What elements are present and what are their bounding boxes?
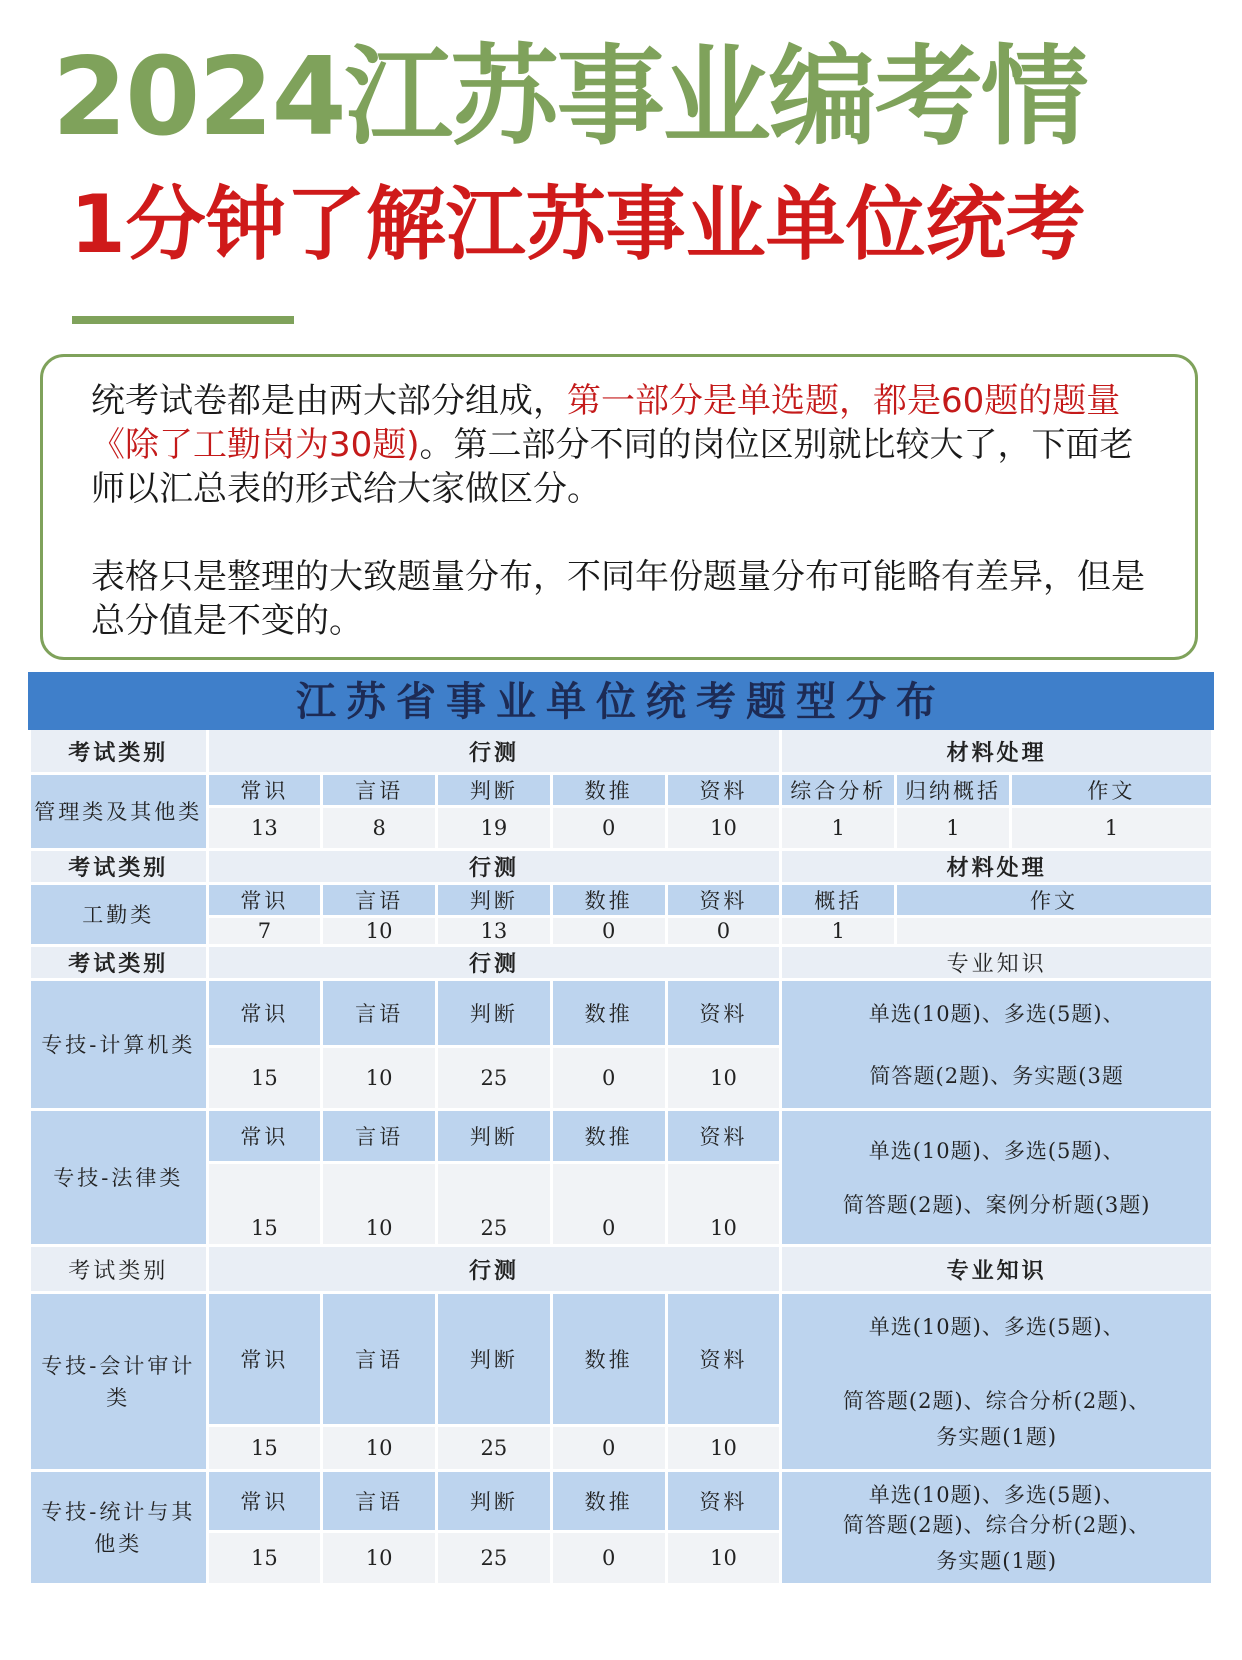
value-cell: 10: [323, 918, 435, 944]
xingce-header: 行测: [209, 947, 780, 978]
value-cell: 15: [209, 1048, 321, 1108]
subject-label: 资料: [668, 1294, 780, 1424]
prof-line: 单选(10题)、多选(5题)、: [868, 1482, 1125, 1507]
xingce-header: 行测: [209, 730, 780, 772]
prof-line: 简答题(2题)、综合分析(2题)、: [842, 1388, 1151, 1413]
table-grid: [28, 727, 1214, 1586]
intro-paragraph-1: [91, 379, 1155, 511]
exam-distribution-table: [28, 672, 1214, 1614]
value-cell: 7: [209, 918, 321, 944]
value-cell: 25: [438, 1533, 550, 1583]
subject-label: 资料: [668, 885, 780, 915]
material-label: 作文: [897, 885, 1211, 915]
value-cell: [897, 918, 1211, 944]
value-cell: 15: [209, 1533, 321, 1583]
subject-label: 判断: [438, 1294, 550, 1424]
prof-line: 简答题(2题)、务实题(3题: [869, 1063, 1124, 1088]
intro-box: [40, 354, 1198, 660]
professional-header: 专业知识: [782, 1247, 1211, 1291]
value-cell: 10: [668, 1427, 780, 1469]
value-cell: 8: [323, 808, 435, 848]
category-name: 专技-会计审计类: [31, 1294, 206, 1469]
subject-label: 数推: [553, 1111, 665, 1161]
professional-content: [782, 1111, 1211, 1244]
value-cell: 0: [553, 1533, 665, 1583]
page-subtitle: 1分钟了解江苏事业单位统考: [70, 178, 1086, 271]
subject-label: 言语: [323, 1472, 435, 1530]
value-cell: 15: [209, 1164, 321, 1244]
subject-label: 判断: [438, 981, 550, 1045]
material-header: 材料处理: [782, 730, 1211, 772]
category-name: 专技-法律类: [31, 1111, 206, 1244]
value-cell: 13: [438, 918, 550, 944]
value-cell: 10: [668, 1164, 780, 1244]
value-cell: 10: [323, 1427, 435, 1469]
professional-header: 专业知识: [782, 947, 1211, 978]
prof-line: 务实题(1题): [936, 1424, 1058, 1449]
prof-line: 简答题(2题)、案例分析题(3题): [842, 1192, 1151, 1217]
intro-paragraph-2: 表格只是整理的大致题量分布，不同年份题量分布可能略有差异，但是总分值是不变的。: [91, 557, 1145, 641]
material-label: 概括: [782, 885, 894, 915]
value-cell: 1: [782, 808, 894, 848]
category-name: 管理类及其他类: [31, 775, 206, 848]
material-label: 归纳概括: [897, 775, 1009, 805]
subject-label: 资料: [668, 1111, 780, 1161]
value-cell: 1: [1012, 808, 1211, 848]
value-cell: 0: [553, 808, 665, 848]
category-header: 考试类别: [31, 947, 206, 978]
subject-label: 常识: [209, 775, 321, 805]
subject-label: 判断: [438, 775, 550, 805]
subject-label: 言语: [323, 885, 435, 915]
intro-text: 统考试卷都是由两大部分组成，: [91, 381, 567, 421]
subject-label: 常识: [209, 885, 321, 915]
subject-label: 数推: [553, 885, 665, 915]
subject-label: 言语: [323, 775, 435, 805]
value-cell: 0: [553, 918, 665, 944]
value-cell: 19: [438, 808, 550, 848]
subject-label: 言语: [323, 1294, 435, 1424]
value-cell: 1: [782, 918, 894, 944]
value-cell: 0: [668, 918, 780, 944]
subject-label: 常识: [209, 1294, 321, 1424]
material-label: 作文: [1012, 775, 1211, 805]
material-header: 材料处理: [782, 851, 1211, 882]
subject-label: 数推: [553, 1472, 665, 1530]
value-cell: 25: [438, 1164, 550, 1244]
xingce-header: 行测: [209, 851, 780, 882]
table-title: 江苏省事业单位统考题型分布: [28, 672, 1214, 730]
value-cell: 0: [553, 1427, 665, 1469]
subject-label: 判断: [438, 1472, 550, 1530]
prof-line: 简答题(2题)、综合分析(2题)、: [842, 1512, 1151, 1537]
category-header: 考试类别: [31, 851, 206, 882]
value-cell: 10: [323, 1048, 435, 1108]
value-cell: 0: [553, 1164, 665, 1244]
value-cell: 25: [438, 1427, 550, 1469]
category-header: 考试类别: [31, 1247, 206, 1291]
category-name: 工勤类: [31, 885, 206, 944]
prof-line: 单选(10题)、多选(5题)、: [868, 1001, 1125, 1026]
value-cell: 13: [209, 808, 321, 848]
accent-divider: [72, 316, 294, 324]
prof-line: 单选(10题)、多选(5题)、: [868, 1138, 1125, 1163]
intro-highlight: 第一部分是单选题，都是60题的题量《除了工勤岗为30题): [91, 381, 1121, 465]
subject-label: 常识: [209, 1472, 321, 1530]
professional-content: [782, 981, 1211, 1108]
category-name: 专技-计算机类: [31, 981, 206, 1108]
value-cell: 10: [668, 1048, 780, 1108]
subject-label: 言语: [323, 1111, 435, 1161]
category-header: 考试类别: [31, 730, 206, 772]
category-name: 专技-统计与其他类: [31, 1472, 206, 1583]
professional-content: [782, 1294, 1211, 1469]
professional-content: [782, 1472, 1211, 1583]
value-cell: 15: [209, 1427, 321, 1469]
value-cell: 25: [438, 1048, 550, 1108]
value-cell: 10: [323, 1533, 435, 1583]
value-cell: 10: [668, 808, 780, 848]
subject-label: 数推: [553, 1294, 665, 1424]
value-cell: 10: [668, 1533, 780, 1583]
subject-label: 常识: [209, 981, 321, 1045]
prof-line: 务实题(1题): [936, 1548, 1058, 1573]
value-cell: 1: [897, 808, 1009, 848]
subject-label: 常识: [209, 1111, 321, 1161]
subject-label: 言语: [323, 981, 435, 1045]
subject-label: 数推: [553, 775, 665, 805]
material-label: 综合分析: [782, 775, 894, 805]
value-cell: 10: [323, 1164, 435, 1244]
subject-label: 资料: [668, 981, 780, 1045]
subject-label: 判断: [438, 1111, 550, 1161]
page-title: 2024江苏事业编考情: [52, 35, 1087, 160]
xingce-header: 行测: [209, 1247, 780, 1291]
prof-line: 单选(10题)、多选(5题)、: [868, 1314, 1125, 1339]
subject-label: 资料: [668, 775, 780, 805]
intro-text: 。第二部分不同的岗位区别就比较大了，下面老师以汇总表的形式给大家做区分。: [91, 425, 1134, 509]
subject-label: 资料: [668, 1472, 780, 1530]
subject-label: 数推: [553, 981, 665, 1045]
subject-label: 判断: [438, 885, 550, 915]
value-cell: 0: [553, 1048, 665, 1108]
